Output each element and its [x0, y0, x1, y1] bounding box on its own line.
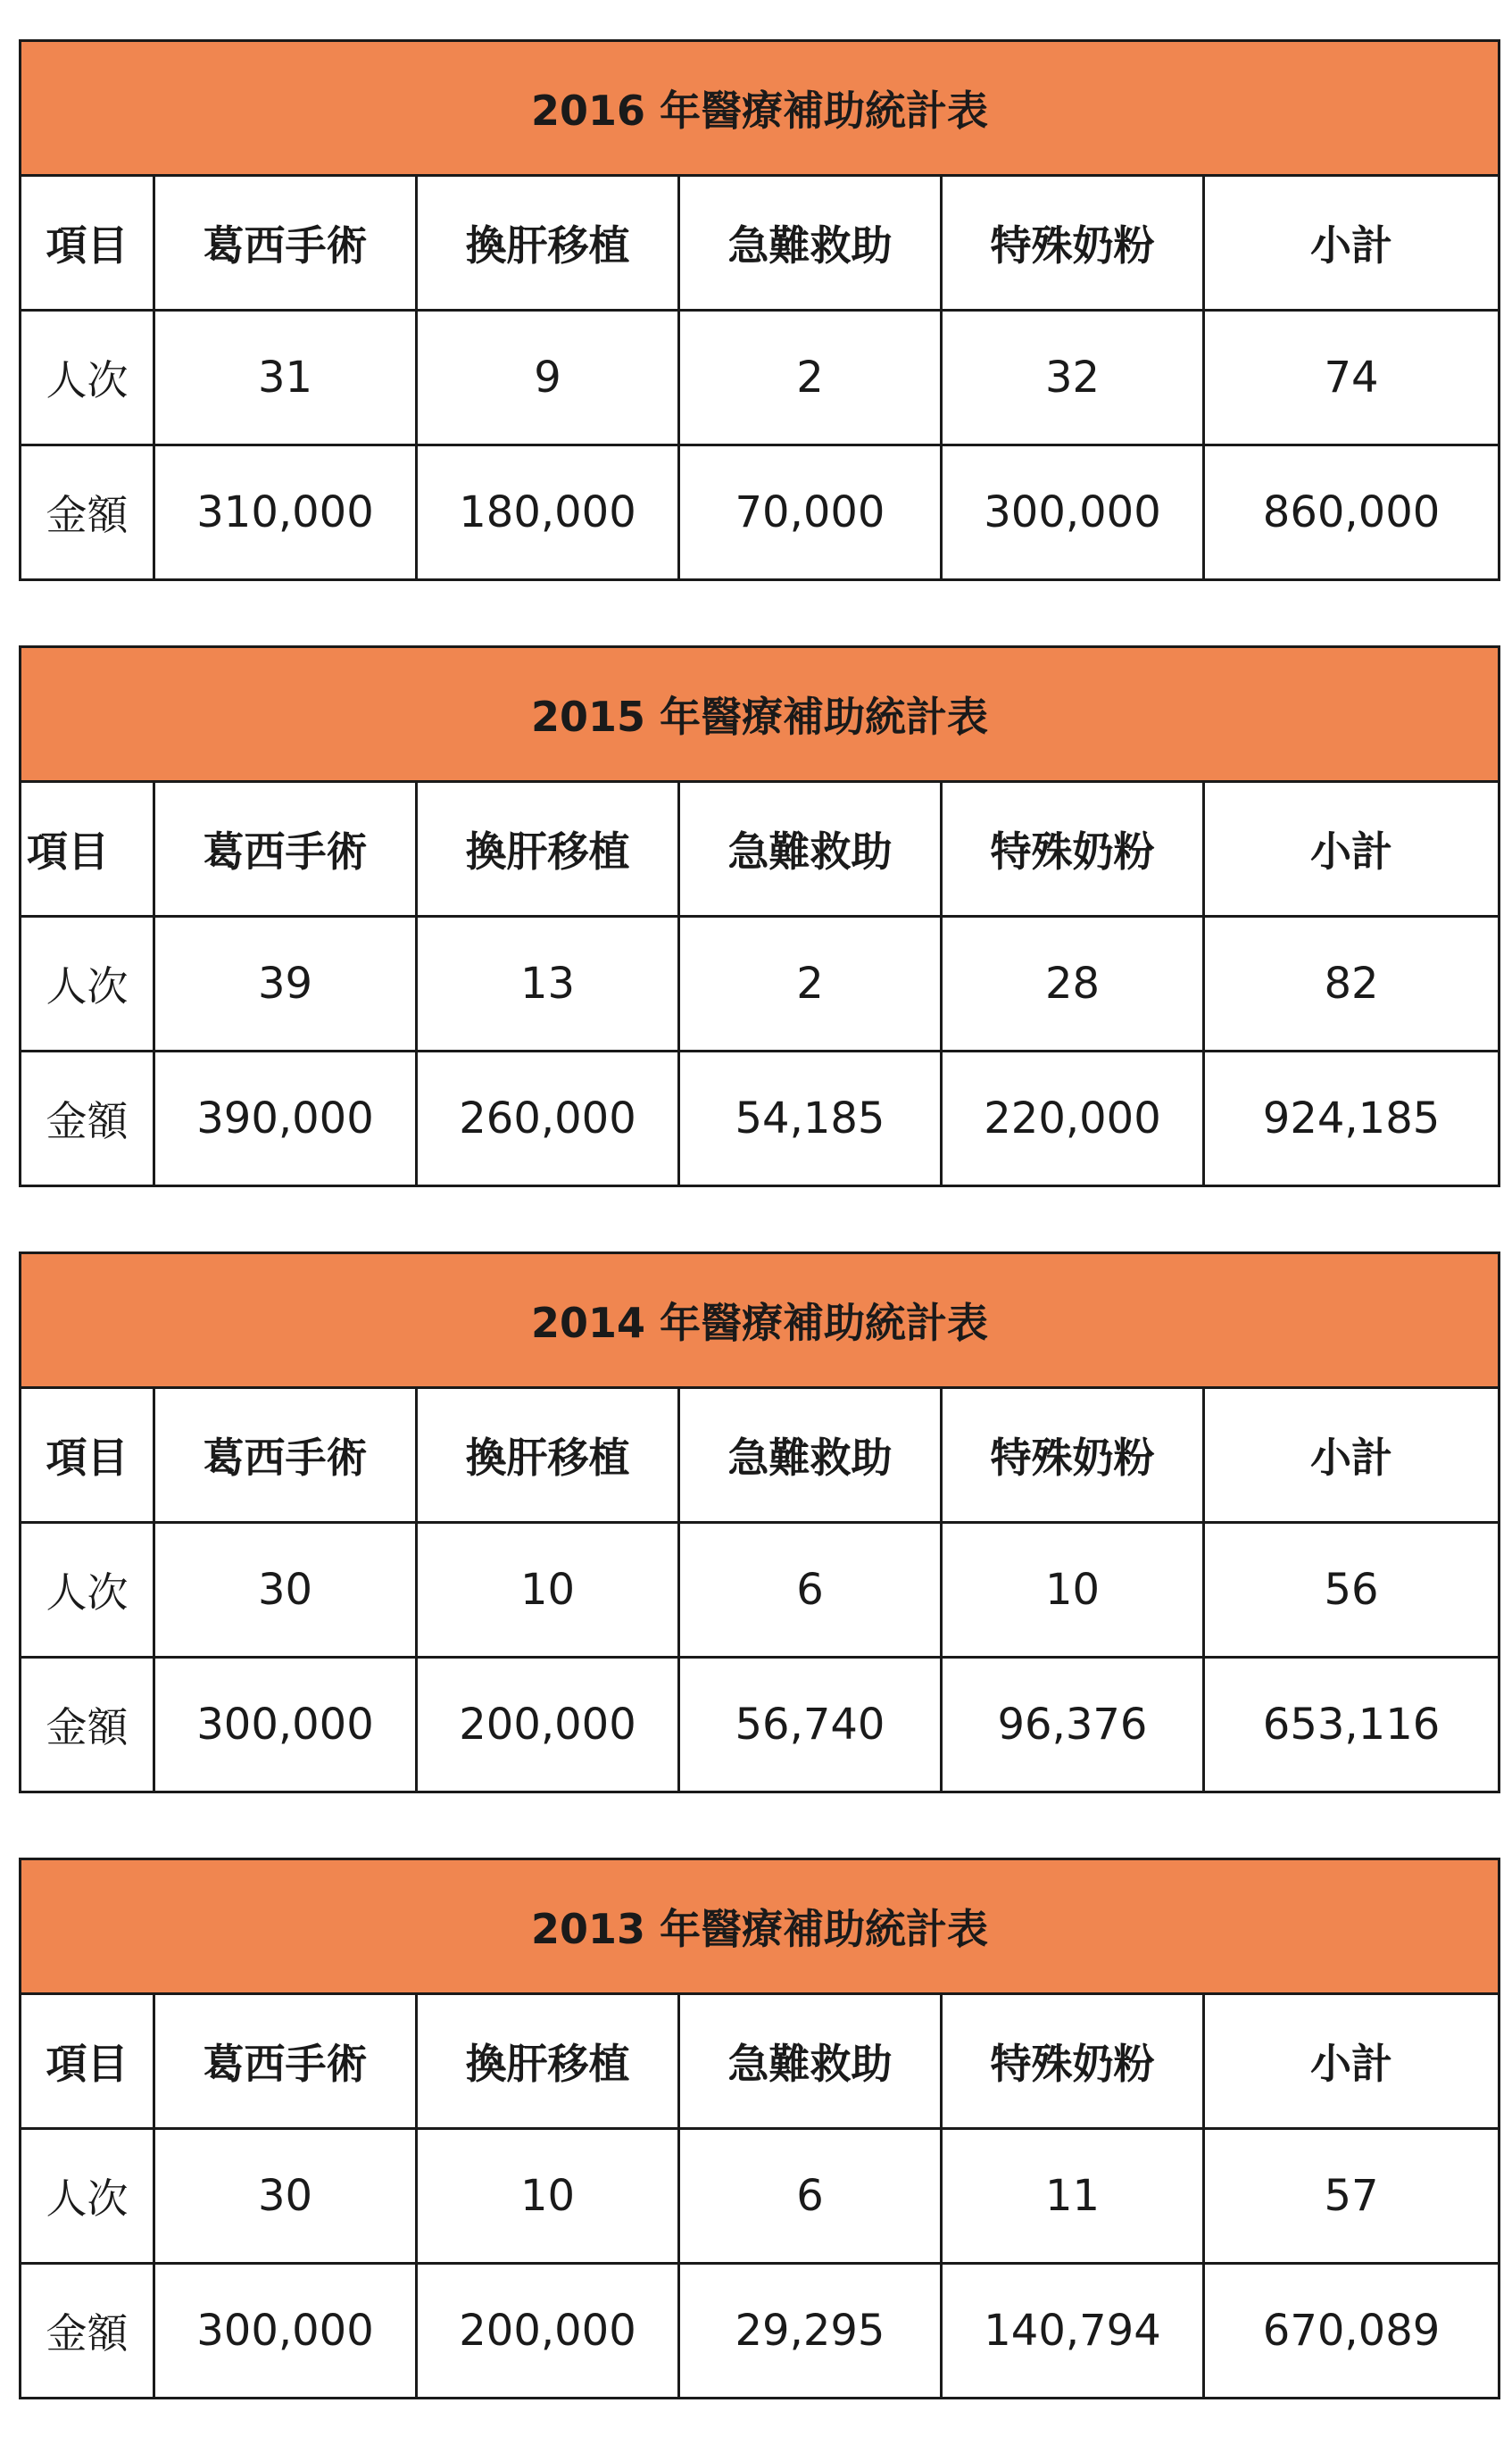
- header-subtotal: 小計: [1204, 782, 1500, 917]
- table-cell: 70,000: [679, 445, 942, 580]
- table-header-row: [21, 1994, 1500, 2129]
- table-header-row: [21, 176, 1500, 311]
- table-cell: 310,000: [154, 445, 417, 580]
- table-cell: 2: [679, 311, 942, 445]
- table-cell: 260,000: [417, 1052, 679, 1186]
- table-cell: 28: [942, 917, 1204, 1052]
- table-cell: 74: [1204, 311, 1500, 445]
- year-statistics-table: [19, 1858, 1500, 2399]
- table-cell: 39: [154, 917, 417, 1052]
- row-label-count: 人次: [21, 1523, 154, 1658]
- table-row: [21, 311, 1500, 445]
- table-cell: 653,116: [1204, 1658, 1500, 1792]
- table-cell: 390,000: [154, 1052, 417, 1186]
- header-kasai-surgery: 葛西手術: [154, 782, 417, 917]
- table-cell: 29,295: [679, 2264, 942, 2399]
- table-cell: 924,185: [1204, 1052, 1500, 1186]
- row-label-amount: 金額: [21, 1052, 154, 1186]
- table-cell: 11: [942, 2129, 1204, 2264]
- year-statistics-table: [19, 1251, 1500, 1793]
- table-row: [21, 1052, 1500, 1186]
- year-statistics-table: [19, 39, 1500, 581]
- header-special-formula: 特殊奶粉: [942, 782, 1204, 917]
- table-cell: 300,000: [154, 1658, 417, 1792]
- table-cell: 2: [679, 917, 942, 1052]
- header-item: 項目: [21, 1388, 154, 1523]
- table-cell: 10: [417, 1523, 679, 1658]
- table-title: 2013 年醫療補助統計表: [21, 1859, 1500, 1994]
- table-cell: 300,000: [942, 445, 1204, 580]
- table-cell: 300,000: [154, 2264, 417, 2399]
- table-cell: 82: [1204, 917, 1500, 1052]
- table-cell: 200,000: [417, 1658, 679, 1792]
- header-item: 項目: [21, 782, 154, 917]
- table-cell: 32: [942, 311, 1204, 445]
- table-cell: 140,794: [942, 2264, 1204, 2399]
- table-title-row: [21, 1253, 1500, 1388]
- table-cell: 96,376: [942, 1658, 1204, 1792]
- header-liver-transplant: 換肝移植: [417, 176, 679, 311]
- table-cell: 13: [417, 917, 679, 1052]
- year-statistics-table: [19, 645, 1500, 1187]
- table-title: 2014 年醫療補助統計表: [21, 1253, 1500, 1388]
- table-cell: 56,740: [679, 1658, 942, 1792]
- table-row: [21, 1523, 1500, 1658]
- table-cell: 200,000: [417, 2264, 679, 2399]
- table-cell: 56: [1204, 1523, 1500, 1658]
- header-subtotal: 小計: [1204, 1994, 1500, 2129]
- header-subtotal: 小計: [1204, 1388, 1500, 1523]
- table-title-row: [21, 647, 1500, 782]
- table-title-row: [21, 1859, 1500, 1994]
- header-emergency-aid: 急難救助: [679, 782, 942, 917]
- table-title-row: [21, 41, 1500, 176]
- header-liver-transplant: 換肝移植: [417, 782, 679, 917]
- table-header-row: [21, 782, 1500, 917]
- table-row: [21, 445, 1500, 580]
- header-special-formula: 特殊奶粉: [942, 176, 1204, 311]
- row-label-count: 人次: [21, 2129, 154, 2264]
- row-label-count: 人次: [21, 917, 154, 1052]
- table-cell: 10: [942, 1523, 1204, 1658]
- header-kasai-surgery: 葛西手術: [154, 1388, 417, 1523]
- header-kasai-surgery: 葛西手術: [154, 1994, 417, 2129]
- table-cell: 220,000: [942, 1052, 1204, 1186]
- header-special-formula: 特殊奶粉: [942, 1994, 1204, 2129]
- table-row: [21, 917, 1500, 1052]
- row-label-amount: 金額: [21, 445, 154, 580]
- row-label-amount: 金額: [21, 1658, 154, 1792]
- row-label-amount: 金額: [21, 2264, 154, 2399]
- header-item: 項目: [21, 176, 154, 311]
- table-header-row: [21, 1388, 1500, 1523]
- statistics-tables: [19, 39, 1498, 2399]
- table-cell: 10: [417, 2129, 679, 2264]
- table-cell: 860,000: [1204, 445, 1500, 580]
- table-row: [21, 2264, 1500, 2399]
- table-cell: 670,089: [1204, 2264, 1500, 2399]
- table-cell: 57: [1204, 2129, 1500, 2264]
- table-title: 2016 年醫療補助統計表: [21, 41, 1500, 176]
- table-cell: 30: [154, 2129, 417, 2264]
- table-cell: 6: [679, 2129, 942, 2264]
- table-row: [21, 2129, 1500, 2264]
- header-liver-transplant: 換肝移植: [417, 1994, 679, 2129]
- header-item: 項目: [21, 1994, 154, 2129]
- row-label-count: 人次: [21, 311, 154, 445]
- header-subtotal: 小計: [1204, 176, 1500, 311]
- table-cell: 30: [154, 1523, 417, 1658]
- header-liver-transplant: 換肝移植: [417, 1388, 679, 1523]
- header-emergency-aid: 急難救助: [679, 1388, 942, 1523]
- table-cell: 9: [417, 311, 679, 445]
- table-cell: 180,000: [417, 445, 679, 580]
- table-cell: 54,185: [679, 1052, 942, 1186]
- header-emergency-aid: 急難救助: [679, 176, 942, 311]
- table-cell: 6: [679, 1523, 942, 1658]
- table-row: [21, 1658, 1500, 1792]
- table-title: 2015 年醫療補助統計表: [21, 647, 1500, 782]
- header-kasai-surgery: 葛西手術: [154, 176, 417, 311]
- header-emergency-aid: 急難救助: [679, 1994, 942, 2129]
- header-special-formula: 特殊奶粉: [942, 1388, 1204, 1523]
- table-cell: 31: [154, 311, 417, 445]
